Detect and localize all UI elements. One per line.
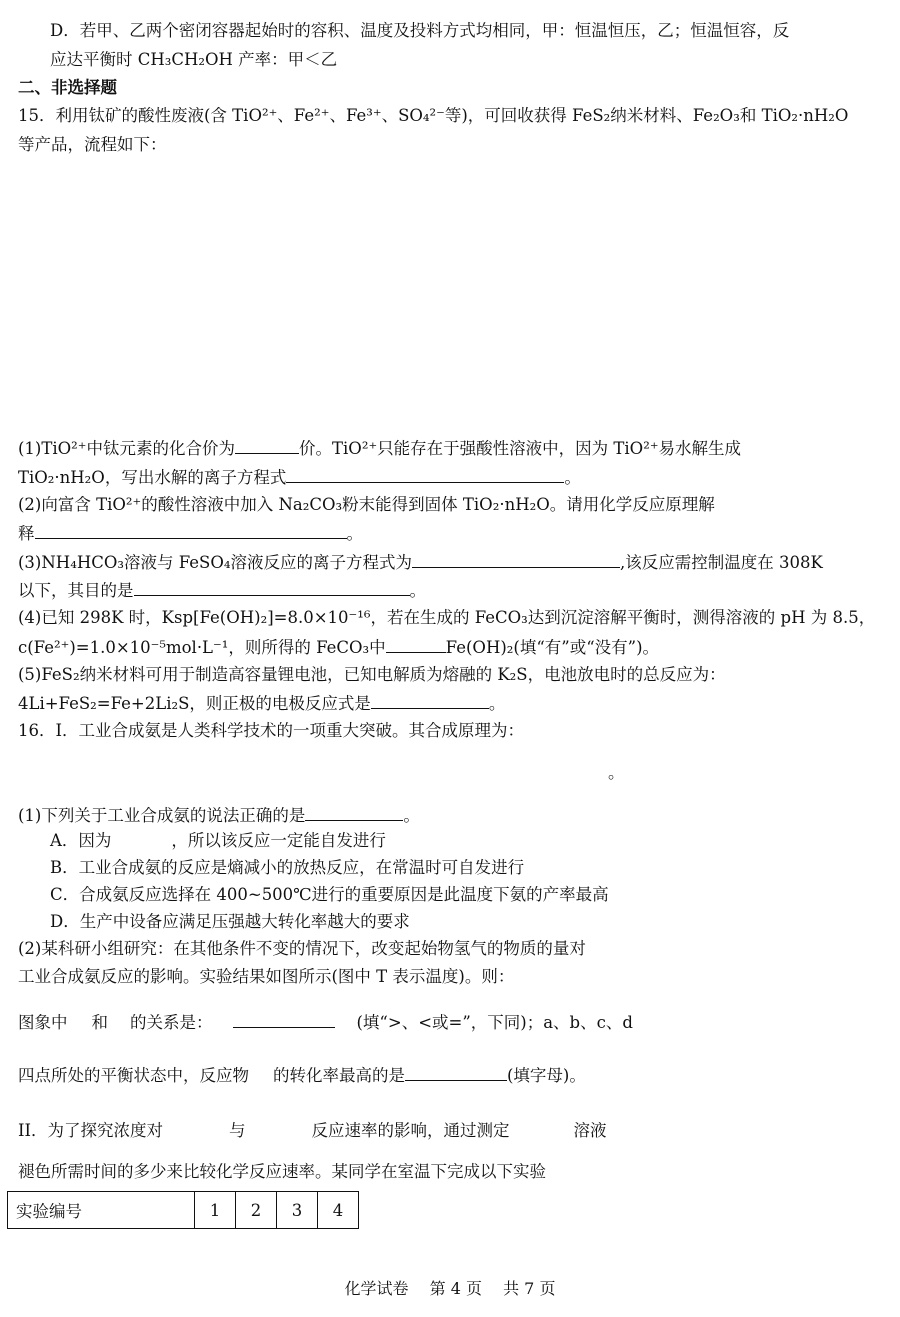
q15-3-text-c: 以下，其目的是 (18, 581, 134, 600)
flowchart-area (18, 165, 878, 430)
table-col-1: 1 (195, 1192, 236, 1229)
q15-1-text-b: 价。TiO²⁺只能存在于强酸性溶液中，因为 TiO²⁺易水解生成 (299, 439, 742, 458)
answer-blank-temperature-relation[interactable] (233, 1011, 335, 1028)
q15-2-text-c: 。 (346, 524, 363, 543)
q16-2-text-d1: 四点所处的平衡状态中，反应物 (18, 1066, 249, 1085)
option-d-line1: D．若甲、乙两个密闭容器起始时的容积、温度及投料方式均相同，甲：恒温恒压，乙；恒温恒容，反 (50, 21, 790, 40)
q15-1-text-a: (1)TiO²⁺中钛元素的化合价为 (18, 439, 236, 458)
q15-part1-line2 (18, 466, 581, 489)
q15-5-text-c: 。 (488, 694, 506, 713)
q15-part4-line1: (4)已知 298K 时，Ksp[Fe(OH)₂]=8.0×10⁻¹⁶，若在生成的 FeCO₃达到沉淀溶解平衡时，测得溶液的 pH 为 8.5， (18, 608, 876, 627)
table-col-2: 2 (236, 1192, 277, 1229)
q16-2-text-c2: 和 (91, 1013, 108, 1032)
q16-option-a-text-b: ，所以该反应一定能自发进行 (171, 831, 386, 850)
q16-part2-line3 (18, 1011, 633, 1034)
q16-intro: 16．I．工业合成氨是人类科学技术的一项重大突破。其合成原理为： (18, 721, 525, 740)
q16-part-ii-line1 (18, 1120, 607, 1142)
q16-part1-stem (18, 804, 420, 827)
answer-blank-purpose[interactable] (134, 579, 410, 596)
q16-option-a (50, 830, 386, 852)
q15-part3-line2 (18, 579, 426, 602)
answer-blank-valence[interactable] (235, 437, 299, 454)
q15-part5-line2 (18, 692, 505, 715)
footer-subject: 化学试卷 (344, 1279, 409, 1298)
table-header-cell: 实验编号 (8, 1192, 195, 1229)
q16-2-text-c3: 的关系是： (130, 1013, 213, 1032)
q15-3-text-d: 。 (409, 581, 426, 600)
q15-part2-line1: (2)向富含 TiO²⁺的酸性溶液中加入 Na₂CO₃粉末能得到固体 TiO₂·nH₂O。请用化学反应原理解 (18, 495, 715, 514)
q15-3-text-a: (3)NH₄HCO₃溶液与 FeSO₄溶液反应的离子方程式为 (18, 553, 412, 572)
q15-4-text-c: Fe(OH)₂(填“有”或“没有”)。 (445, 638, 660, 657)
q16-2-text-c1: 图象中 (18, 1013, 68, 1032)
q16-option-b: B．工业合成氨的反应是熵减小的放热反应，在常温时可自发进行 (50, 858, 525, 877)
q16-1-text-a: (1)下列关于工业合成氨的说法正确的是 (18, 806, 306, 825)
q15-part5-line1: (5)FeS₂纳米材料可用于制造高容量锂电池，已知电解质为熔融的 K₂S，电池放电时的总反应为： (18, 665, 726, 684)
q15-stem-line2: 等产品，流程如下： (18, 135, 167, 154)
table-col-4: 4 (318, 1192, 359, 1229)
q16-2-text-d2: 的转化率最高的是 (273, 1066, 405, 1085)
answer-blank-explanation[interactable] (35, 522, 347, 539)
q15-part4-line2 (18, 636, 659, 659)
q15-part3-line1 (18, 551, 823, 574)
q16-part2-line4 (18, 1064, 586, 1087)
answer-blank-ionic-eq[interactable] (412, 551, 620, 568)
q16-ii-text-a3: 反应速率的影响，通过测定 (311, 1121, 510, 1140)
q15-1-text-c: TiO₂·nH₂O，写出水解的离子方程式 (18, 468, 287, 487)
option-d-line2: 应达平衡时 CH₃CH₂OH 产率：甲＜乙 (50, 50, 338, 69)
table-col-3: 3 (277, 1192, 318, 1229)
q16-1-text-b: 。 (403, 806, 420, 825)
q15-part1-line1 (18, 437, 741, 460)
q16-2-text-d3: (填字母)。 (507, 1066, 586, 1085)
q16-part-ii-line2: 褪色所需时间的多少来比较化学反应速率。某同学在室温下完成以下实验 (18, 1162, 546, 1181)
q15-1-text-d: 。 (564, 468, 581, 487)
answer-blank-point[interactable] (405, 1064, 507, 1081)
footer-page-number: 第 4 页 (429, 1279, 482, 1298)
q15-4-text-b: c(Fe²⁺)=1.0×10⁻⁵mol·L⁻¹，则所得的 FeCO₃中 (18, 638, 386, 657)
q16-ii-text-a4: 溶液 (573, 1121, 607, 1140)
q15-3-text-b: ,该反应需控制温度在 308K (619, 553, 823, 572)
q15-part2-line2 (18, 522, 363, 545)
q16-equation-end: 。 (608, 763, 625, 782)
answer-blank-hydrolysis-eq[interactable] (286, 466, 564, 483)
q16-option-d: D．生产中设备应满足压强越大转化率越大的要求 (50, 912, 410, 931)
experiment-table (7, 1191, 359, 1229)
q16-option-c: C．合成氨反应选择在 400~500℃进行的重要原因是此温度下氨的产率最高 (50, 885, 609, 904)
answer-blank-choice[interactable] (305, 804, 403, 821)
table-row (8, 1192, 359, 1229)
q15-stem-line1: 15．利用钛矿的酸性废液(含 TiO²⁺、Fe²⁺、Fe³⁺、SO₄²⁻等)，可回收获得 FeS₂纳米材料、Fe₂O₃和 TiO₂·nH₂O (18, 106, 849, 125)
q16-2-text-c4: (填“>、<或=”，下同)；a、b、c、d (356, 1013, 633, 1032)
answer-blank-cathode-eq[interactable] (371, 692, 489, 709)
answer-blank-fe-oh2[interactable] (386, 636, 446, 653)
q16-ii-text-a2: 与 (229, 1121, 246, 1140)
q16-option-a-text-a: A．因为 (50, 831, 112, 850)
q16-ii-text-a1: II．为了探究浓度对 (18, 1121, 164, 1140)
q15-5-text-b: 4Li+FeS₂=Fe+2Li₂S，则正极的电极反应式是 (18, 694, 371, 713)
section-2-title: 二、非选择题 (18, 78, 117, 97)
q15-2-text-b: 释 (18, 524, 35, 543)
q16-part2-line2: 工业合成氨反应的影响。实验结果如图所示(图中 T 表示温度)。则： (18, 967, 515, 986)
page-footer (0, 1276, 900, 1299)
q16-part2-line1: (2)某科研小组研究：在其他条件不变的情况下，改变起始物氢气的物质的量对 (18, 939, 586, 958)
footer-total-pages: 共 7 页 (503, 1279, 556, 1298)
